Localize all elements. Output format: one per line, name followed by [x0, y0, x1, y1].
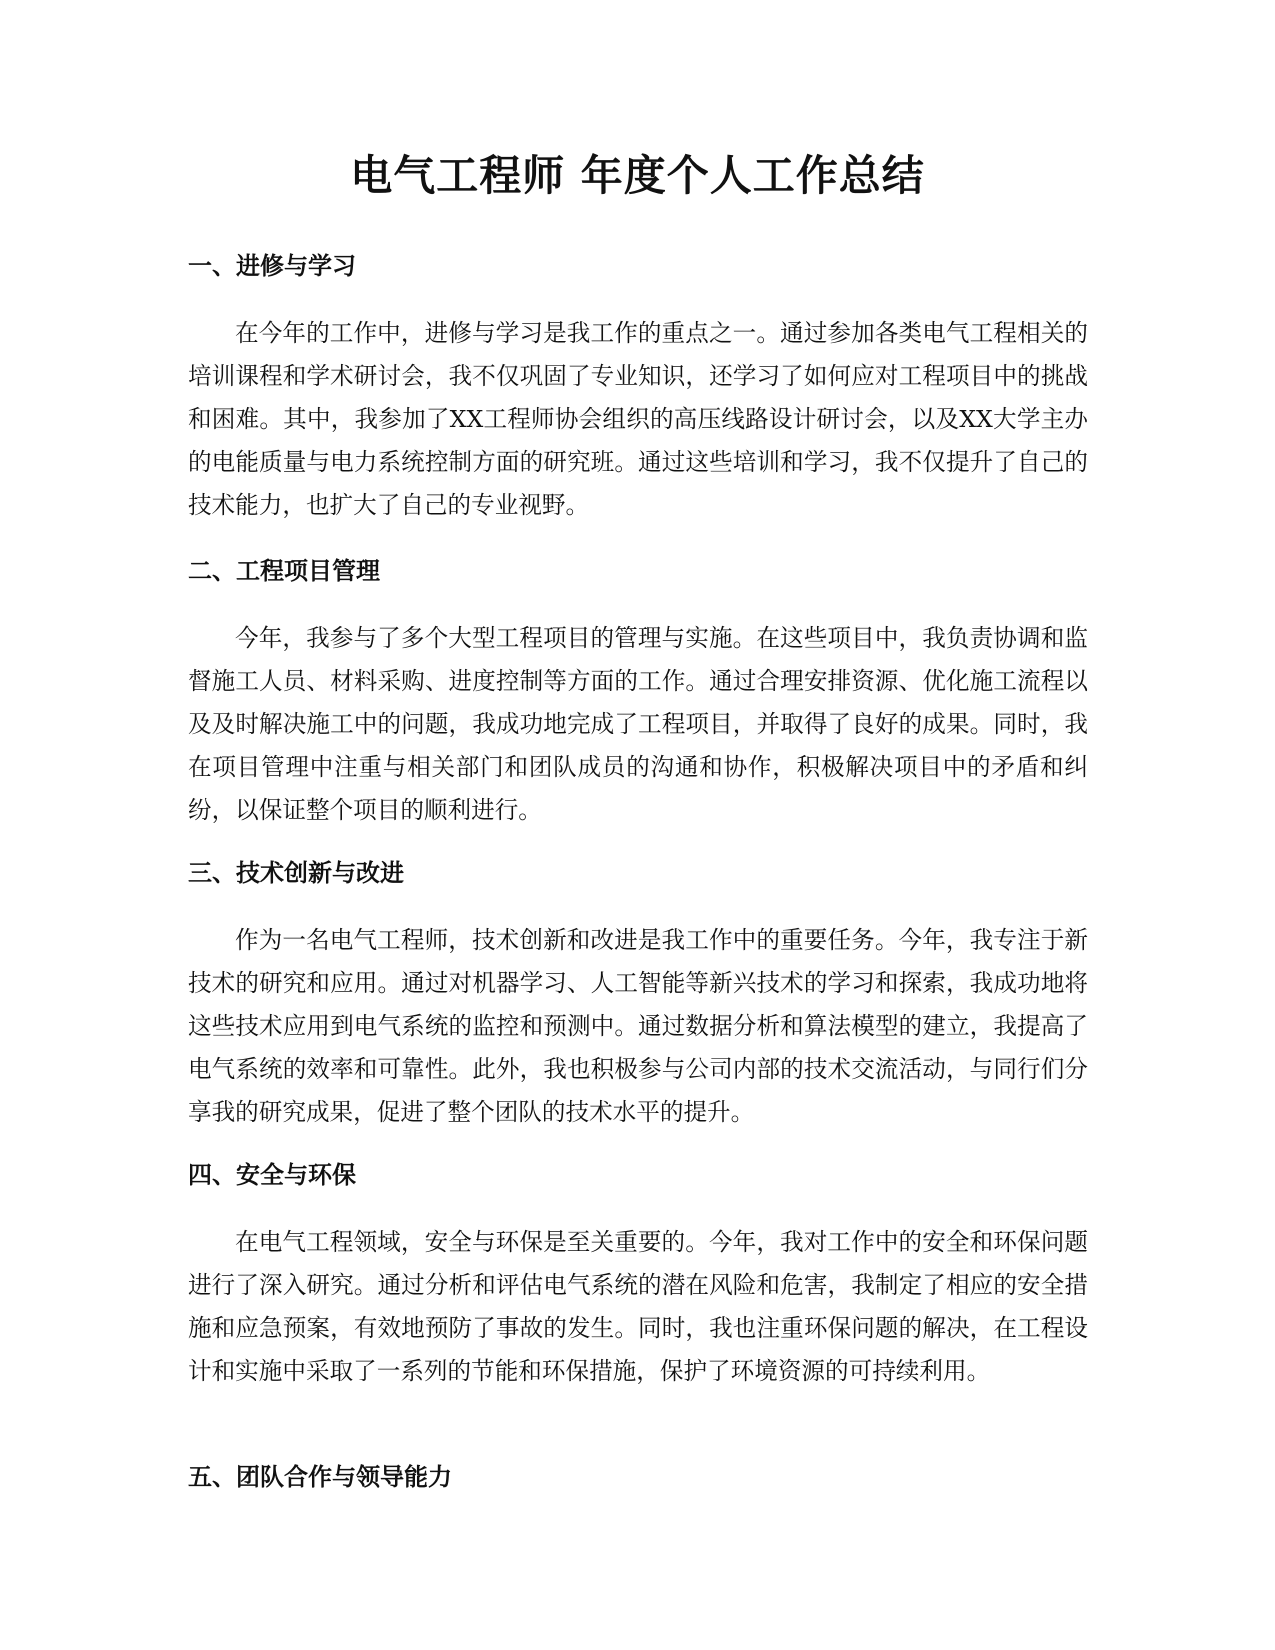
section-heading: 五、团队合作与领导能力 [188, 1463, 452, 1491]
section-teamwork-leadership [188, 1459, 1088, 1495]
section-innovation [188, 855, 1088, 1134]
section-heading: 二、工程项目管理 [188, 557, 380, 585]
section-heading: 一、进修与学习 [188, 252, 356, 280]
section-paragraph: 作为一名电气工程师，技术创新和改进是我工作中的重要任务。今年，我专注于新技术的研究和应用。通过对机器学习、人工智能等新兴技术的学习和探索，我成功地将这些技术应用到电气系统的监控和预测中。通过数据分析和算法模型的建立，我提高了电气系统的效率和可靠性。此外，我也积极参与公司内部的技术交流活动，与同行们分享我的研究成果，促进了整个团队的技术水平的提升。 [188, 926, 1088, 1126]
section-project-management [188, 553, 1088, 832]
section-safety-environment [188, 1157, 1088, 1393]
section-paragraph: 在今年的工作中，进修与学习是我工作的重点之一。通过参加各类电气工程相关的培训课程和学术研讨会，我不仅巩固了专业知识，还学习了如何应对工程项目中的挑战和困难。其中，我参加了XX工程师协会组织的高压线路设计研讨会，以及XX大学主办的电能质量与电力系统控制方面的研究班。通过这些培训和学习，我不仅提升了自己的技术能力，也扩大了自己的专业视野。 [188, 319, 1088, 519]
section-heading: 三、技术创新与改进 [188, 859, 404, 887]
section-heading: 四、安全与环保 [188, 1161, 356, 1189]
section-study [188, 248, 1088, 527]
section-paragraph: 在电气工程领域，安全与环保是至关重要的。今年，我对工作中的安全和环保问题进行了深入研究。通过分析和评估电气系统的潜在风险和危害，我制定了相应的安全措施和应急预案，有效地预防了事故的发生。同时，我也注重环保问题的解决，在工程设计和实施中采取了一系列的节能和环保措施，保护了环境资源的可持续利用。 [188, 1228, 1088, 1385]
document-title: 电气工程师 年度个人工作总结 [350, 151, 925, 200]
section-paragraph: 今年，我参与了多个大型工程项目的管理与实施。在这些项目中，我负责协调和监督施工人员、材料采购、进度控制等方面的工作。通过合理安排资源、优化施工流程以及及时解决施工中的问题，我成功地完成了工程项目，并取得了良好的成果。同时，我在项目管理中注重与相关部门和团队成员的沟通和协作，积极解决项目中的矛盾和纠纷，以保证整个项目的顺利进行。 [188, 624, 1088, 824]
